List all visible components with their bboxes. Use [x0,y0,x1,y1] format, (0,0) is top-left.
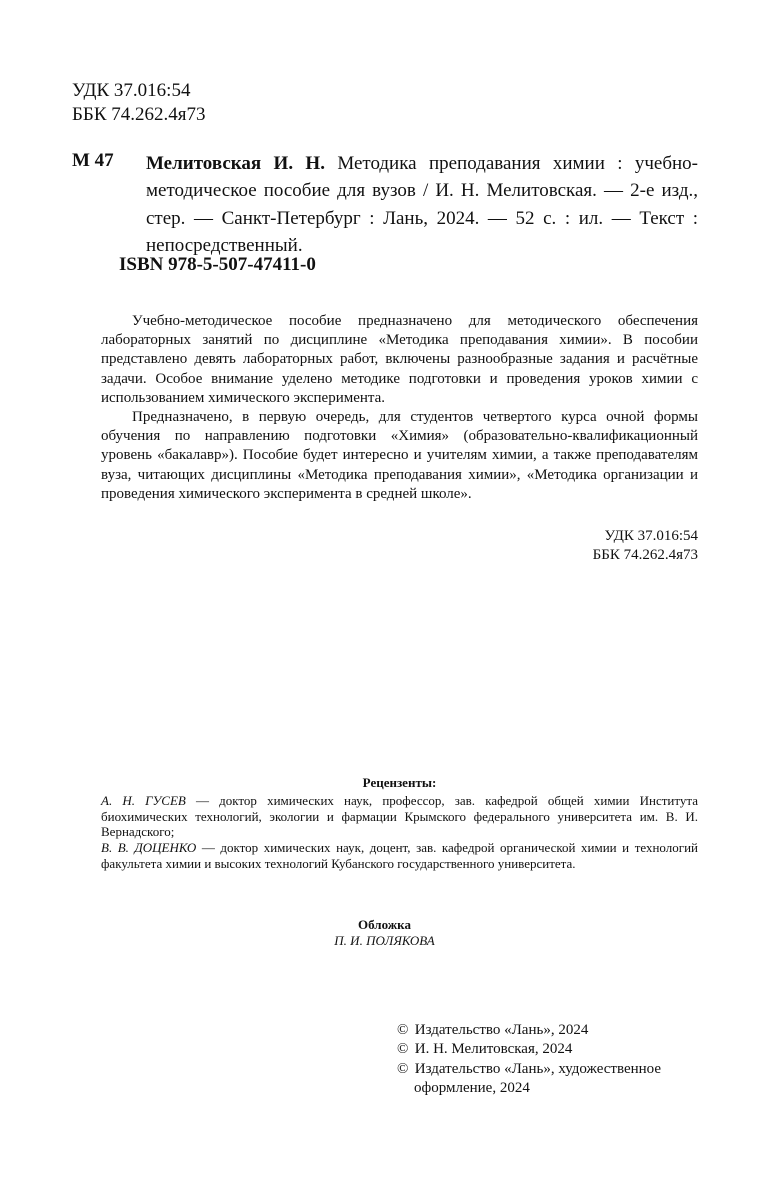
udk-code: УДК 37.016:54 [604,528,698,544]
copyright-line: © Издательство «Лань», художественное [397,1060,717,1079]
reviewer-entry [101,793,698,840]
classification-footer [540,527,698,566]
reviewer-name: А. Н. ГУСЕВ [101,792,186,808]
classification-header [72,79,205,127]
cover-designer: П. И. ПОЛЯКОВА [334,933,435,948]
copyright-icon: © [397,1022,409,1038]
cover-credit [101,917,668,949]
author-mark: М 47 [72,150,114,171]
reviewers-heading: Рецензенты: [362,775,437,790]
bbk-code: ББК 74.262.4я73 [592,547,698,564]
description-text: Методика преподавания химии : учебно-методическое пособие для вузов / И. Н. Мелитовская. — 2-е изд., стер. — Санкт-Петербург : Лань, 2024. — 52 с. : ил. — Текст : непосредственный. [146,153,698,256]
isbn: ISBN 978-5-507-47411-0 [119,254,316,275]
copyright-icon: © [397,1060,409,1077]
copyright-line: © И. Н. Мелитовская, 2024 [397,1040,717,1059]
copyright-icon: © [397,1041,409,1058]
reviewer-entry [101,840,698,872]
reviewer-details: — доктор химических наук, профессор, зав. кафедрой общей химии Института биохимических технологий, экологии и фармации Крымского федерального университета им. В. И. Вернадского; [101,792,698,840]
abstract-paragraph: Учебно-методическое пособие предназначено для методического обеспечения лабораторных занятий по дисциплине «Методика преподавания химии». В пособии представлено девять лабораторных работ, включены разнообразные задания и расчётные задачи. Особое внимание уделено методике подготовки и проведения уроков химии с использованием химического эксперимента. [101,313,698,406]
reviewer-details: — доктор химических наук, доцент, зав. кафедрой органической химии и технологий факультета химии и высоких технологий Кубанского государственного университета. [101,840,698,871]
abstract-paragraph: Предназначено, в первую очередь, для студентов четвертого курса очной формы обучения по направлению подготовки «Химия» (образовательно-квалификационный уровень «бакалавр»). Пособие будет интересно и учителям химии, а также преподавателям вуза, читающих дисциплины «Методика преподавания химии», «Методика организации и проведения химического эксперимента в средней школе». [101,409,698,502]
udk-code: УДК 37.016:54 [72,80,191,101]
reviewer-name: В. В. ДОЦЕНКО [101,840,197,856]
copyright-line-continued: оформление, 2024 [414,1079,530,1096]
bibliographic-description [146,150,698,259]
copyright-block [397,1021,717,1098]
cover-heading: Обложка [358,917,411,932]
bbk-code: ББК 74.262.4я73 [72,104,206,125]
reviewers-section [101,775,698,872]
copyright-line: © Издательство «Лань», 2024 [397,1021,717,1040]
author-name: Мелитовская И. Н. [146,153,325,174]
abstract [101,312,698,504]
